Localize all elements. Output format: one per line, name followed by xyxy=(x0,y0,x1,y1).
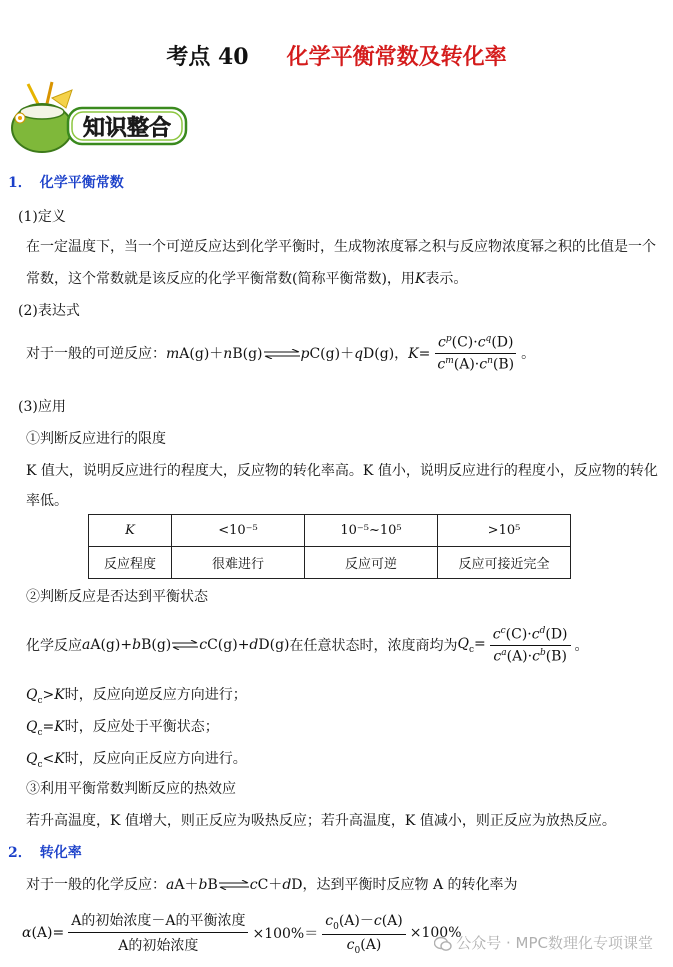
table-cell: 反应可逆 xyxy=(305,547,438,579)
table-cell: 反应可接近完全 xyxy=(438,547,571,579)
table-cell: 10⁻⁵~10⁵ xyxy=(305,515,438,547)
coconut-banner-icon xyxy=(6,78,192,156)
q-less-than-k: $Q_c<K$时，反应向正反应方向进行。 xyxy=(26,751,247,770)
table-row xyxy=(89,515,571,547)
section-1-title: 化学平衡常数 xyxy=(39,175,124,191)
reaction-quotient-expression: 化学反应 aA(g)+bB(g) cC(g)+dD(g) 在任意状态时，浓度商均为 $Q_c=$ $\frac{c^c(C)\cdot c^d(D)}{c^a(A)\cdot c^b(B)}$ 。 xyxy=(26,626,589,665)
conversion-formula: α(A)= $\frac{\text{A的初始浓度－A的平衡浓度}}{\text{A的初始浓度}}$ ×100%＝ $\frac{c_0(A)-c(A)}{c_0(A)}$ ×100% xyxy=(22,910,462,956)
application-1-label: ①判断反应进行的限度 xyxy=(26,431,166,447)
application-1-text-1: K 值大，说明反应进行的程度大，反应物的转化率高。K 值小，说明反应进行的程度小，反应物的转化 xyxy=(26,463,658,479)
k-fraction: $\frac{c^p(C)\cdot c^q(D)}{c^m(A)\cdot c^n(B)}$ xyxy=(434,334,517,372)
application-3-label: ③利用平衡常数判断反应的热效应 xyxy=(26,781,236,797)
conversion-fraction-1: $\frac{\text{A的初始浓度－A的平衡浓度}}{\text{A的初始浓度}}$ xyxy=(68,910,248,955)
expression-label: (2)表达式 xyxy=(18,303,80,319)
reaction-equation-3: aA＋bB cC＋dD xyxy=(166,877,303,893)
q-fraction: $\frac{c^c(C)\cdot c^d(D)}{c^a(A)\cdot c^b(B)}$ xyxy=(490,626,571,664)
percent-factor: ×100%＝ xyxy=(252,925,319,942)
watermark-text: 公众号 · MPC数理化专项课堂 xyxy=(456,934,653,952)
conversion-intro: 对于一般的化学反应： aA＋bB cC＋dD ，达到平衡时反应物 A 的转化率为 xyxy=(26,874,518,894)
definition-text-1: 在一定温度下，当一个可逆反应达到化学平衡时，生成物浓度幂之积与反应物浓度幂之积的比值是一个 xyxy=(26,239,656,255)
equilibrium-expression: 对于一般的可逆反应： mA(g)＋nB(g) pC(g)＋qD(g)，K= $\frac{c^p(C)\cdot c^q(D)}{c^m(A)\cdot c^n(B)}$ 。 xyxy=(26,334,536,373)
q-greater-than-k: $Q_c>K$时，反应向逆反应方向进行； xyxy=(26,687,247,706)
reaction-equation-2: aA(g)+bB(g) cC(g)+dD(g) xyxy=(82,637,290,654)
table-cell: >10⁵ xyxy=(438,515,571,547)
application-3-text: 若升高温度，K 值增大，则正反应为吸热反应；若升高温度，K 值减小，则正反应为放热反应。 xyxy=(26,813,616,829)
section-1-heading xyxy=(8,172,124,192)
section-2-heading xyxy=(8,842,82,862)
title-number: 考点 40 xyxy=(166,44,249,70)
application-label: (3)应用 xyxy=(18,399,66,415)
equilibrium-arrow-icon xyxy=(172,640,198,650)
definition-text-2: 常数，这个常数就是该反应的化学平衡常数(简称平衡常数)，用K表示。 xyxy=(26,271,468,287)
table-cell: 反应程度 xyxy=(89,547,172,579)
equilibrium-arrow-icon xyxy=(264,349,300,359)
page-title xyxy=(0,40,673,71)
table-cell: 很难进行 xyxy=(172,547,305,579)
q-equals-k: $Q_c=K$时，反应处于平衡状态； xyxy=(26,719,219,738)
table-row xyxy=(89,547,571,579)
definition-label: (1)定义 xyxy=(18,209,66,225)
application-1-text-2: 率低。 xyxy=(26,493,68,509)
equilibrium-arrow-icon xyxy=(219,880,249,890)
title-main: 化学平衡常数及转化率 xyxy=(286,44,507,70)
watermark xyxy=(434,932,653,953)
section-2-title: 转化率 xyxy=(39,845,82,861)
reaction-equation: mA(g)＋nB(g) pC(g)＋qD(g)，K= xyxy=(166,346,431,363)
banner-text: 知识整合 xyxy=(82,116,172,141)
wechat-icon xyxy=(434,936,452,952)
k-value-table xyxy=(88,514,571,579)
conversion-fraction-2: $\frac{c_0(A)-c(A)}{c_0(A)}$ xyxy=(322,910,406,956)
section-1-number: 1． xyxy=(8,175,32,191)
table-cell: K xyxy=(89,515,172,547)
table-cell: <10⁻⁵ xyxy=(172,515,305,547)
expression-intro: 对于一般的可逆反应： xyxy=(26,346,166,363)
application-2-label: ②判断反应是否达到平衡状态 xyxy=(26,589,208,605)
section-2-number: 2． xyxy=(8,845,32,861)
